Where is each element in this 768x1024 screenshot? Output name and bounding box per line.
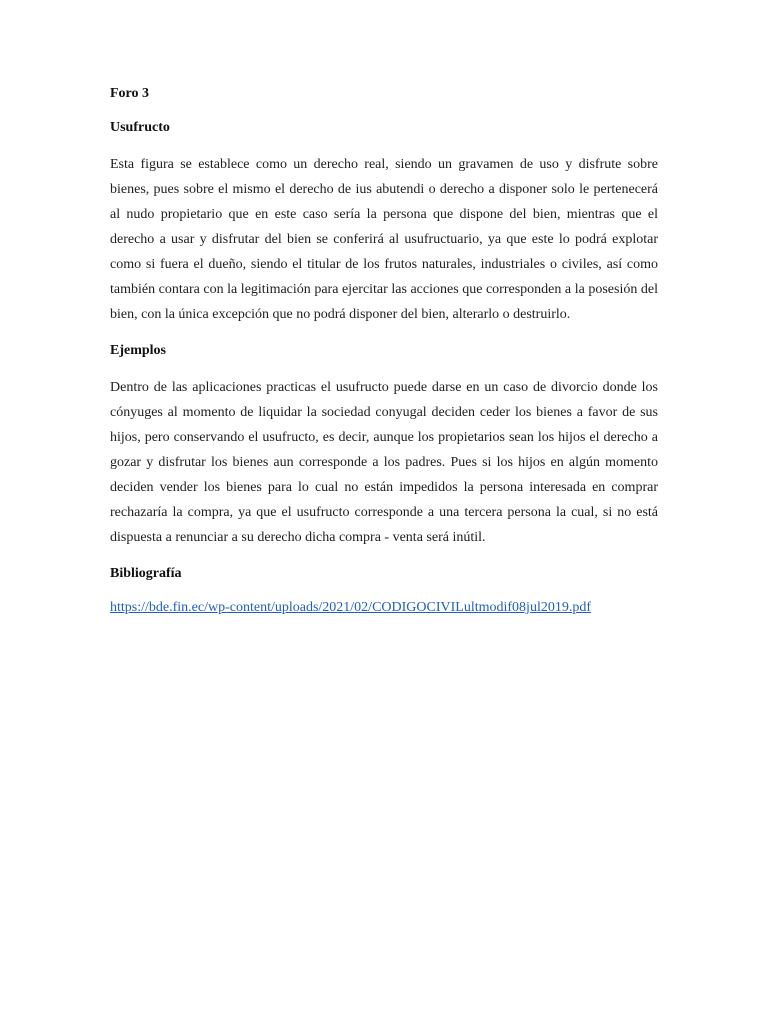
paragraph-usufructo: Esta figura se establece como un derecho real, siendo un gravamen de uso y disfrute sobre bienes, pues sobre el mismo el derecho de ius abutendi o derecho a disponer solo le pertenecerá al nudo propietario que en este caso sería la persona que dispone del bien, mientras que el derecho a usar y disfrutar del bien se conferirá al usufructuario, ya que este lo podrá explotar como si fuera el dueño, siendo el titular de los frutos naturales, industriales o civiles, así como también contara con la legitimación para ejercitar las acciones que corresponden a la posesión del bien, con la única excepción que no podrá disponer del bien, alterarlo o destruirlo.	[110, 157, 658, 322]
section-heading-usufructo: Usufructo	[110, 120, 170, 135]
document-page	[110, 84, 658, 618]
document-title: Foro 3	[110, 86, 150, 101]
paragraph-ejemplos: Dentro de las aplicaciones practicas el usufructo puede darse en un caso de divorcio donde los cónyuges al momento de liquidar la sociedad conyugal deciden ceder los bienes a favor de sus hijos, pero conservando el usufructo, es decir, aunque los propietarios sean los hijos el derecho a gozar y disfrutar los bienes aun corresponde a los padres. Pues si los hijos en algún momento deciden vender los bienes para lo cual no están impedidos la persona interesada en comprar rechazaría la compra, ya que el usufructo corresponde a una tercera persona la cual, si no está dispuesta a renunciar a su derecho dicha compra - venta será inútil.	[110, 380, 658, 545]
bibliography-link[interactable]: https://bde.fin.ec/wp-content/uploads/2021/02/CODIGOCIVILultmodif08jul2019.pdf	[110, 600, 591, 615]
section-heading-bibliografia: Bibliografía	[110, 566, 182, 581]
section-heading-ejemplos: Ejemplos	[110, 343, 166, 358]
